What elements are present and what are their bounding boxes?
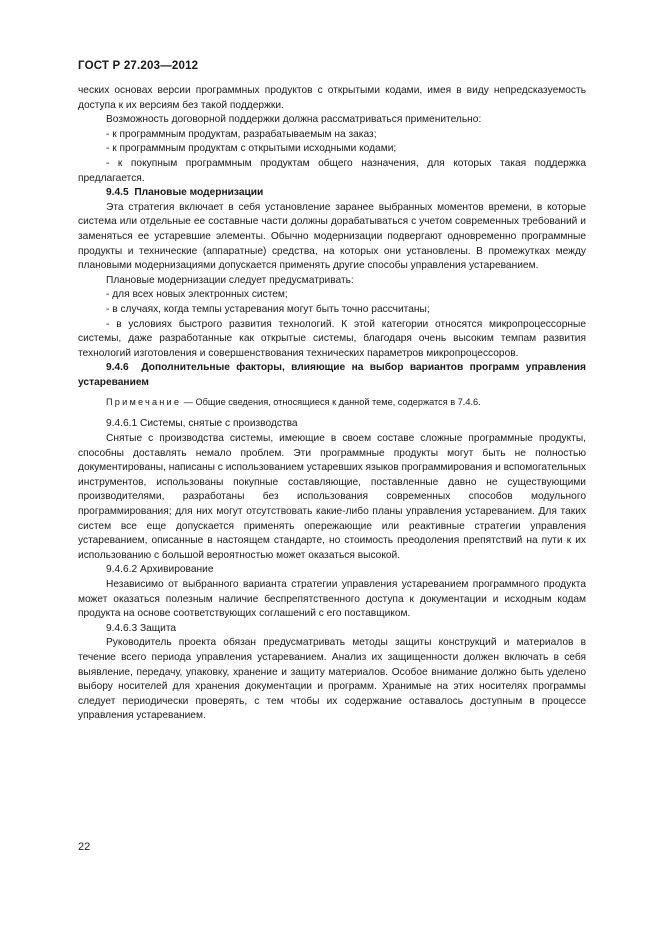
list-item: - в случаях, когда темпы устаревания могут быть точно рассчитаны; <box>106 303 430 315</box>
paragraph-continuation: ческих основах версии программных продуктов с открытыми кодами, имея в виду непредсказуемость доступа к их версиям без такой поддержки. <box>78 85 586 111</box>
section-title: Плановые модернизации <box>134 187 264 199</box>
paragraph-planned-upgrades: Эта стратегия включает в себя установление заранее выбранных моментов времени, в которые система или отдельные ее составные части должны дорабатываться с учетом современных требований и заменяться ее устаревшие элементы. Обычно модернизации подвергают одновременно программные продукты и технические (аппаратные) средства, на которых они установлены. В промежутках между плановыми модернизациями допускается применять другие способы управления устареванием. <box>78 201 586 272</box>
document-body <box>78 84 586 724</box>
section-number: 9.4.5 <box>106 187 129 199</box>
list-item: - к покупным программным продуктам общего назначения, для которых такая поддержка предлагается. <box>78 157 586 184</box>
subsection-heading-9-4-6-2: 9.4.6.2 Архивирование <box>106 564 214 576</box>
subsection-heading-9-4-6-3: 9.4.6.3 Защита <box>106 622 177 634</box>
paragraph-discontinued-systems: Снятые с производства системы, имеющие в своем составе сложные программные продукты, способны доставлять немало проблем. Эти программные продукты могут быть не полностью документированы, написаны с использованием устаревших языков программирования и вспомогательных инструментов, использованы покупные составляющие, поставленные давно не существующими производителями, разработаны без использования современных способов модульного программирования; для них могут отсутствовать какие-либо планы управления устареванием. Для таких систем все еще допускается применять опережающие или реактивные стратегии управления устареванием, описанные в настоящем стандарте, но стоимость преодоления препятствий на пути к их использованию с большой вероятностью может оказаться высокой. <box>78 433 586 561</box>
list-item: - для всех новых электронных систем; <box>106 289 288 301</box>
section-number: 9.4.6 <box>106 362 129 374</box>
note-label: Примечание <box>106 397 182 408</box>
list-item: - к программным продуктам, разрабатываемым на заказ; <box>106 128 377 140</box>
document-code-header: ГОСТ Р 27.203—2012 <box>78 60 199 72</box>
section-heading-9-4-6 <box>78 361 586 390</box>
note <box>78 396 586 409</box>
list-item: - в условиях быстрого развития технологий. К этой категории относятся микропроцессорные системы, даже разработанные как открытые системы, благодаря очень высоким темпам развития технологий изготовления и совершенствования технических параметров микропроцессоров. <box>78 318 586 359</box>
paragraph-upgrades-intro: Плановые модернизации следует предусматривать: <box>106 274 354 286</box>
section-title: Дополнительные факторы, влияющие на выбор вариантов программ управления устареванием <box>78 362 586 388</box>
subsection-heading-9-4-6-1: 9.4.6.1 Системы, снятые с производства <box>106 418 298 430</box>
note-text: — Общие сведения, относящиеся к данной теме, содержатся в 7.4.6. <box>181 397 481 408</box>
paragraph-protection: Руководитель проекта обязан предусматривать методы защиты конструкций и материалов в течение всего периода управления устареванием. Анализ их защищенности должен включать в себя выявление, передачу, упаковку, хранение и защиту материалов. Особое внимание должно быть уделено выбору носителей для хранения документации и программ. Хранимые на этих носителях программы следует периодически проверять, с тем чтобы их содержание оставалось доступным в процессе управления устареванием. <box>78 637 586 722</box>
list-item: - к программным продуктам с открытыми исходными кодами; <box>106 143 397 155</box>
paragraph-support-scope: Возможность договорной поддержки должна рассматриваться применительно: <box>106 114 482 126</box>
page-number: 22 <box>78 841 91 853</box>
paragraph-archiving: Независимо от выбранного варианта стратегии управления устареванием программного продукта может оказаться полезным наличие беспрепятственного доступа к документации и исходным кодам продукта на основе соответствующих соглашений с его поставщиком. <box>78 579 586 620</box>
section-heading-9-4-5 <box>78 186 586 201</box>
